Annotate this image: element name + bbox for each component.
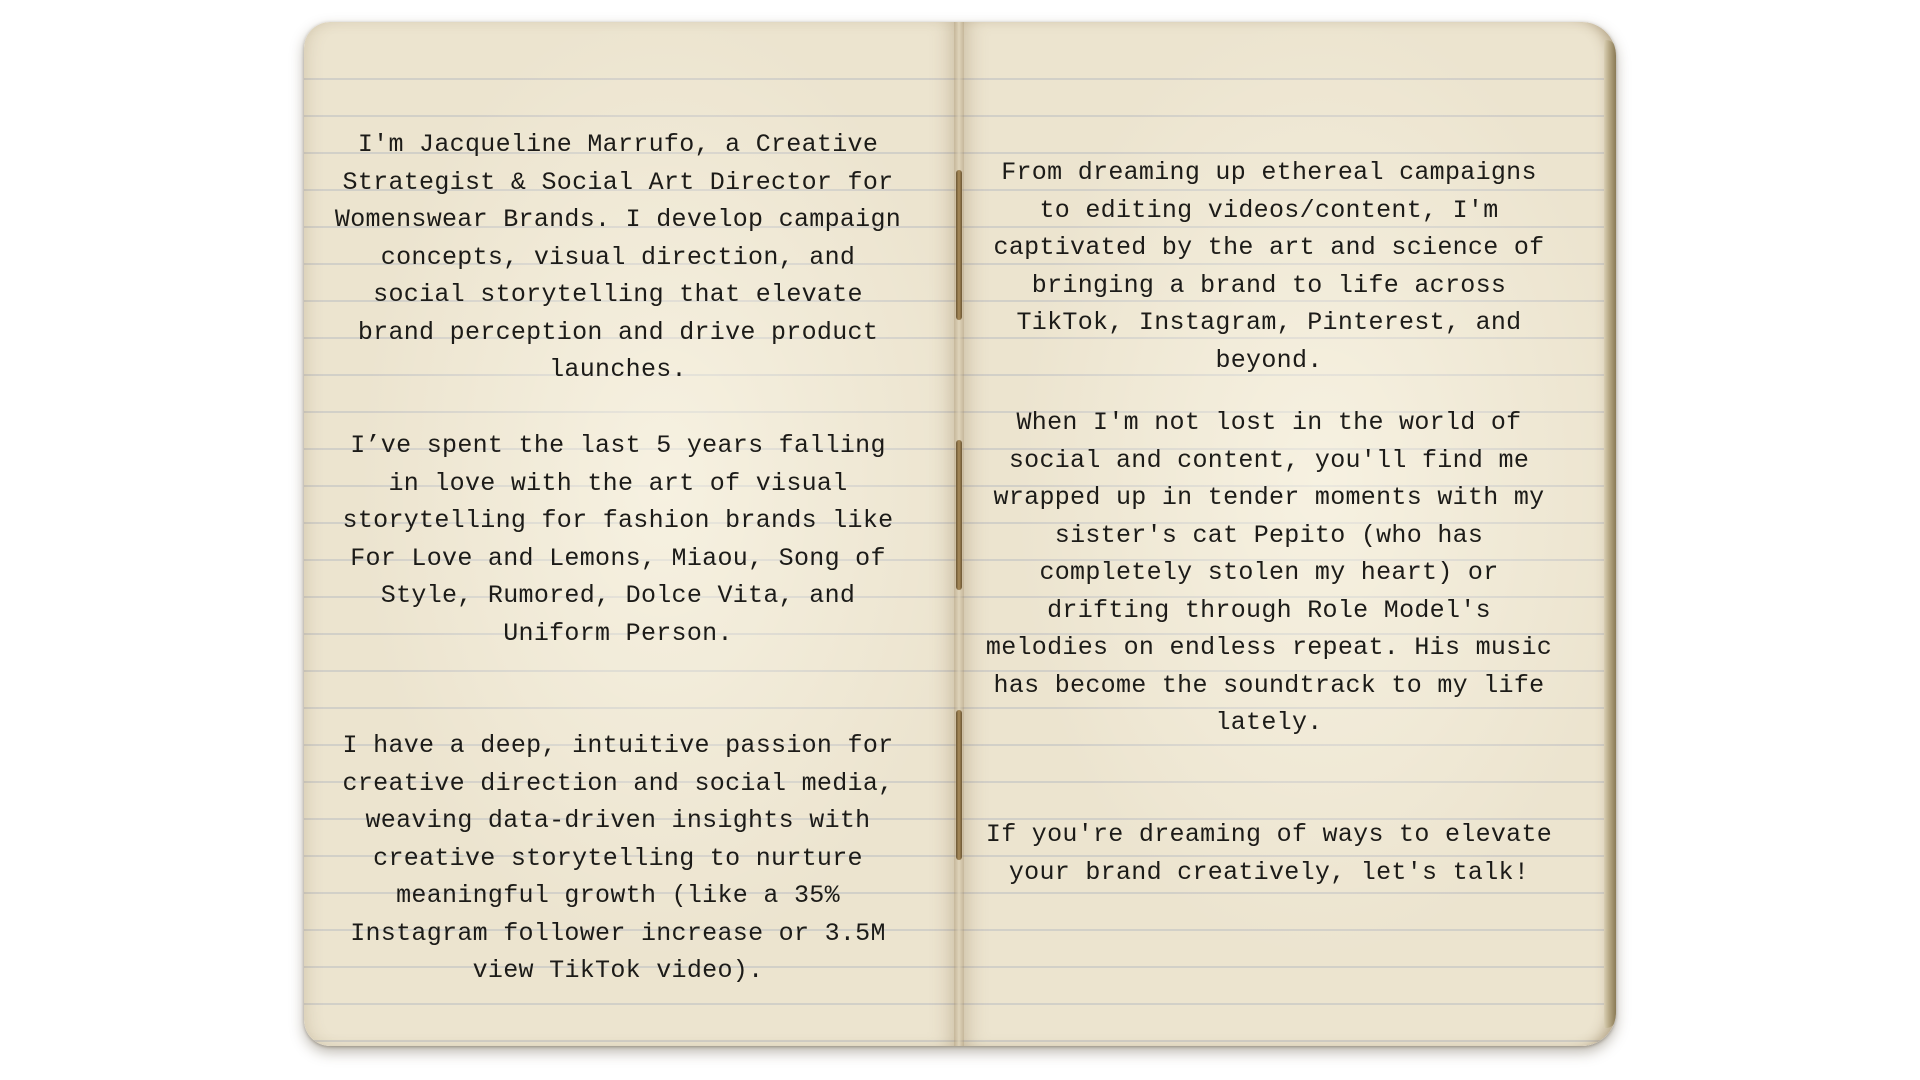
binding-stitch xyxy=(956,440,962,590)
left-paragraph-passion: I have a deep, intuitive passion for creative direction and social media, weaving data-driven insights with creative storytelling to nurture meaningful growth (like a 35% Instagram follower increase or 3.5M view TikTok video). xyxy=(342,731,894,985)
open-notebook xyxy=(304,22,1616,1046)
binding-stitch xyxy=(956,710,962,860)
right-paragraph-campaigns: From dreaming up ethereal campaigns to editing videos/content, I'm captivated by the art and science of bringing a brand to life across TikTok, Instagram, Pinterest, and beyond. xyxy=(993,158,1545,375)
left-paragraph-intro: I'm Jacqueline Marrufo, a Creative Strategist & Social Art Director for Womenswear Brands. I develop campaign concepts, visual direction, and social storytelling that elevate brand perception and drive product launches. xyxy=(334,130,902,384)
binding-stitch xyxy=(956,170,962,320)
notebook-left-page xyxy=(304,22,959,1046)
left-paragraph-experience: I’ve spent the last 5 years falling in love with the art of visual storytelling for fashion brands like For Love and Lemons, Miaou, Song of Style, Rumored, Dolce Vita, and Uniform Person. xyxy=(342,431,894,648)
notebook-right-page xyxy=(959,22,1616,1046)
right-paragraph-personal: When I'm not lost in the world of social and content, you'll find me wrapped up in tender moments with my sister's cat Pepito (who has completely stolen my heart) or drifting through Role Model's melodies on endless repeat. His music has become the soundtrack to my life lately. xyxy=(985,408,1553,737)
right-paragraph-contact: If you're dreaming of ways to elevate your brand creatively, let's talk! xyxy=(985,820,1553,887)
